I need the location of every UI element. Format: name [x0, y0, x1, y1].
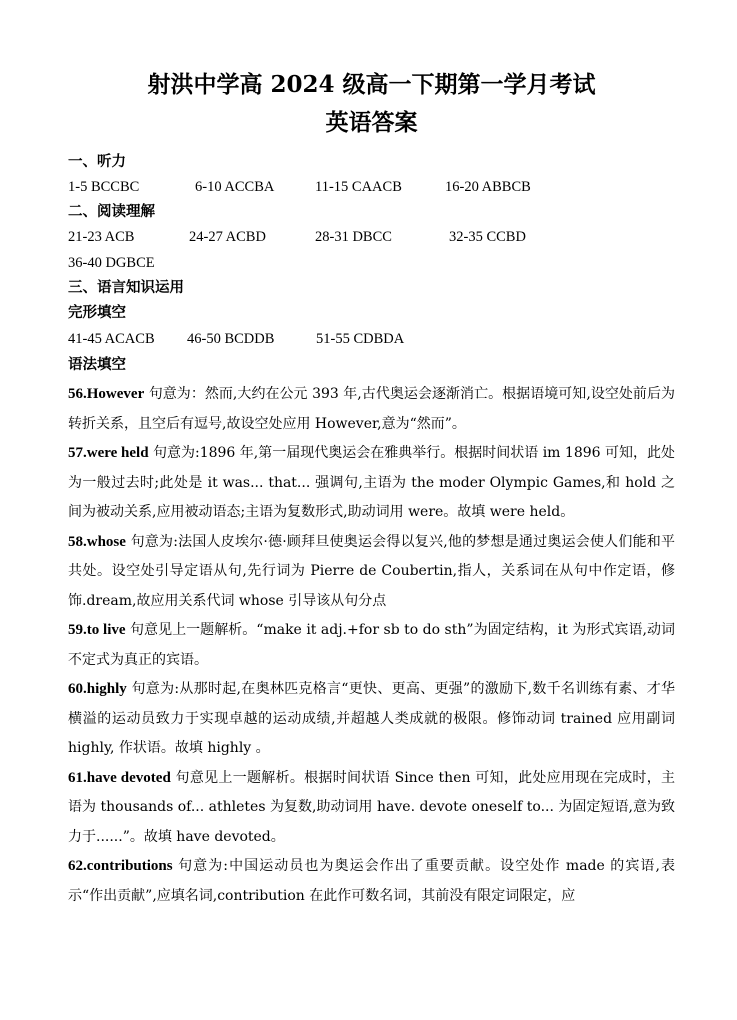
subheading-cloze: 完形填空 — [68, 304, 126, 321]
item-explanation: 句意为:中国运动员也为奥运会作出了重要贡献。设空处作 made 的宾语,表示“作出贡献”,应填名词,contribution 在此作可数名词，其前没有限定词限定，应 — [68, 858, 675, 904]
grammar-item-59 — [68, 616, 675, 675]
item-answer: 58.whose — [68, 533, 126, 550]
item-answer: 62.contributions — [68, 858, 173, 874]
item-explanation: 句意为:1896 年,第一届现代奥运会在雅典举行。根据时间状语 im 1896 可知，此处为一般过去时;此处是 it was... that... 强调句,主语为 the moder Olympic Games,和 hold 之间为被动关系,应用被动语态;主语为复数形式,助动词用 were。故填 were held。 — [68, 445, 675, 520]
reading-answers-row2 — [68, 250, 675, 276]
page-subtitle: 英语答案 — [325, 109, 418, 136]
grammar-item-58 — [68, 528, 675, 617]
answer-group: 24-27 ACBD — [189, 229, 266, 245]
section-heading-reading: 二、阅读理解 — [68, 203, 155, 220]
listening-answers — [68, 174, 675, 200]
item-answer: 61.have devoted — [68, 769, 171, 786]
grammar-item-60 — [68, 675, 675, 764]
grammar-item-57 — [68, 439, 675, 528]
grammar-item-61 — [68, 764, 675, 853]
item-explanation: 句意为:法国人皮埃尔·德·顾拜旦使奥运会得以复兴,他的梦想是通过奥运会使人们能和平共处。设空处引导定语从句,先行词为 Pierre de Coubertin,指人，关系词在从句中作定语，修饰.dream,故应用关系代词 whose 引导该从句分点 — [68, 533, 675, 609]
answer-group: 51-55 CDBDA — [316, 331, 405, 347]
cloze-answers — [68, 326, 675, 352]
page-title: 射洪中学高 2024 级高一下期第一学月考试 — [147, 71, 596, 98]
answer-group: 46-50 BCDDB — [187, 331, 275, 347]
answer-group: 16-20 ABBCB — [445, 179, 531, 195]
item-answer: 57.were held — [68, 445, 149, 461]
section-heading-listening: 一、听力 — [68, 153, 126, 170]
item-answer: 60.highly — [68, 681, 127, 697]
item-explanation: 句意为:从那时起,在奥林匹克格言“更快、更高、更强”的激励下,数千名训练有素、才华横溢的运动员致力于实现卓越的运动成绩,并超越人类成就的极限。修饰动词 trained 应用副词 highly, 作状语。故填 highly 。 — [68, 681, 675, 756]
grammar-item-56 — [68, 380, 675, 439]
answer-group: 1-5 BCCBC — [68, 179, 140, 195]
answer-group: 21-23 ACB — [68, 229, 135, 245]
answer-group: 32-35 CCBD — [449, 229, 526, 245]
reading-answers-row1 — [68, 224, 675, 250]
answer-group: 28-31 DBCC — [315, 229, 392, 245]
item-explanation: 句意为：然而,大约在公元 393 年,古代奥运会逐渐消亡。根据语境可知,设空处前后为转折关系，且空后有逗号,故设空处应用 However,意为“然而”。 — [68, 386, 675, 432]
subheading-grammar: 语法填空 — [68, 356, 126, 373]
section-heading-language: 三、语言知识运用 — [68, 279, 184, 296]
answer-group: 41-45 ACACB — [68, 331, 155, 347]
answer-group: 11-15 CAACB — [315, 179, 402, 195]
answer-group: 6-10 ACCBA — [195, 179, 275, 195]
grammar-item-62 — [68, 852, 675, 911]
item-answer: 59.to live — [68, 622, 126, 638]
answer-group: 36-40 DGBCE — [68, 255, 155, 271]
item-explanation: 句意见上一题解析。根据时间状语 Since then 可知，此处应用现在完成时，主语为 thousands of... athletes 为复数,助动词用 have. devote oneself to... 为固定短语,意为致力于......”。故填 have devoted。 — [68, 769, 675, 845]
item-answer: 56.However — [68, 386, 145, 402]
item-explanation: 句意见上一题解析。“make it adj.+for sb to do sth”为固定结构，it 为形式宾语,动词不定式为真正的宾语。 — [68, 622, 675, 668]
